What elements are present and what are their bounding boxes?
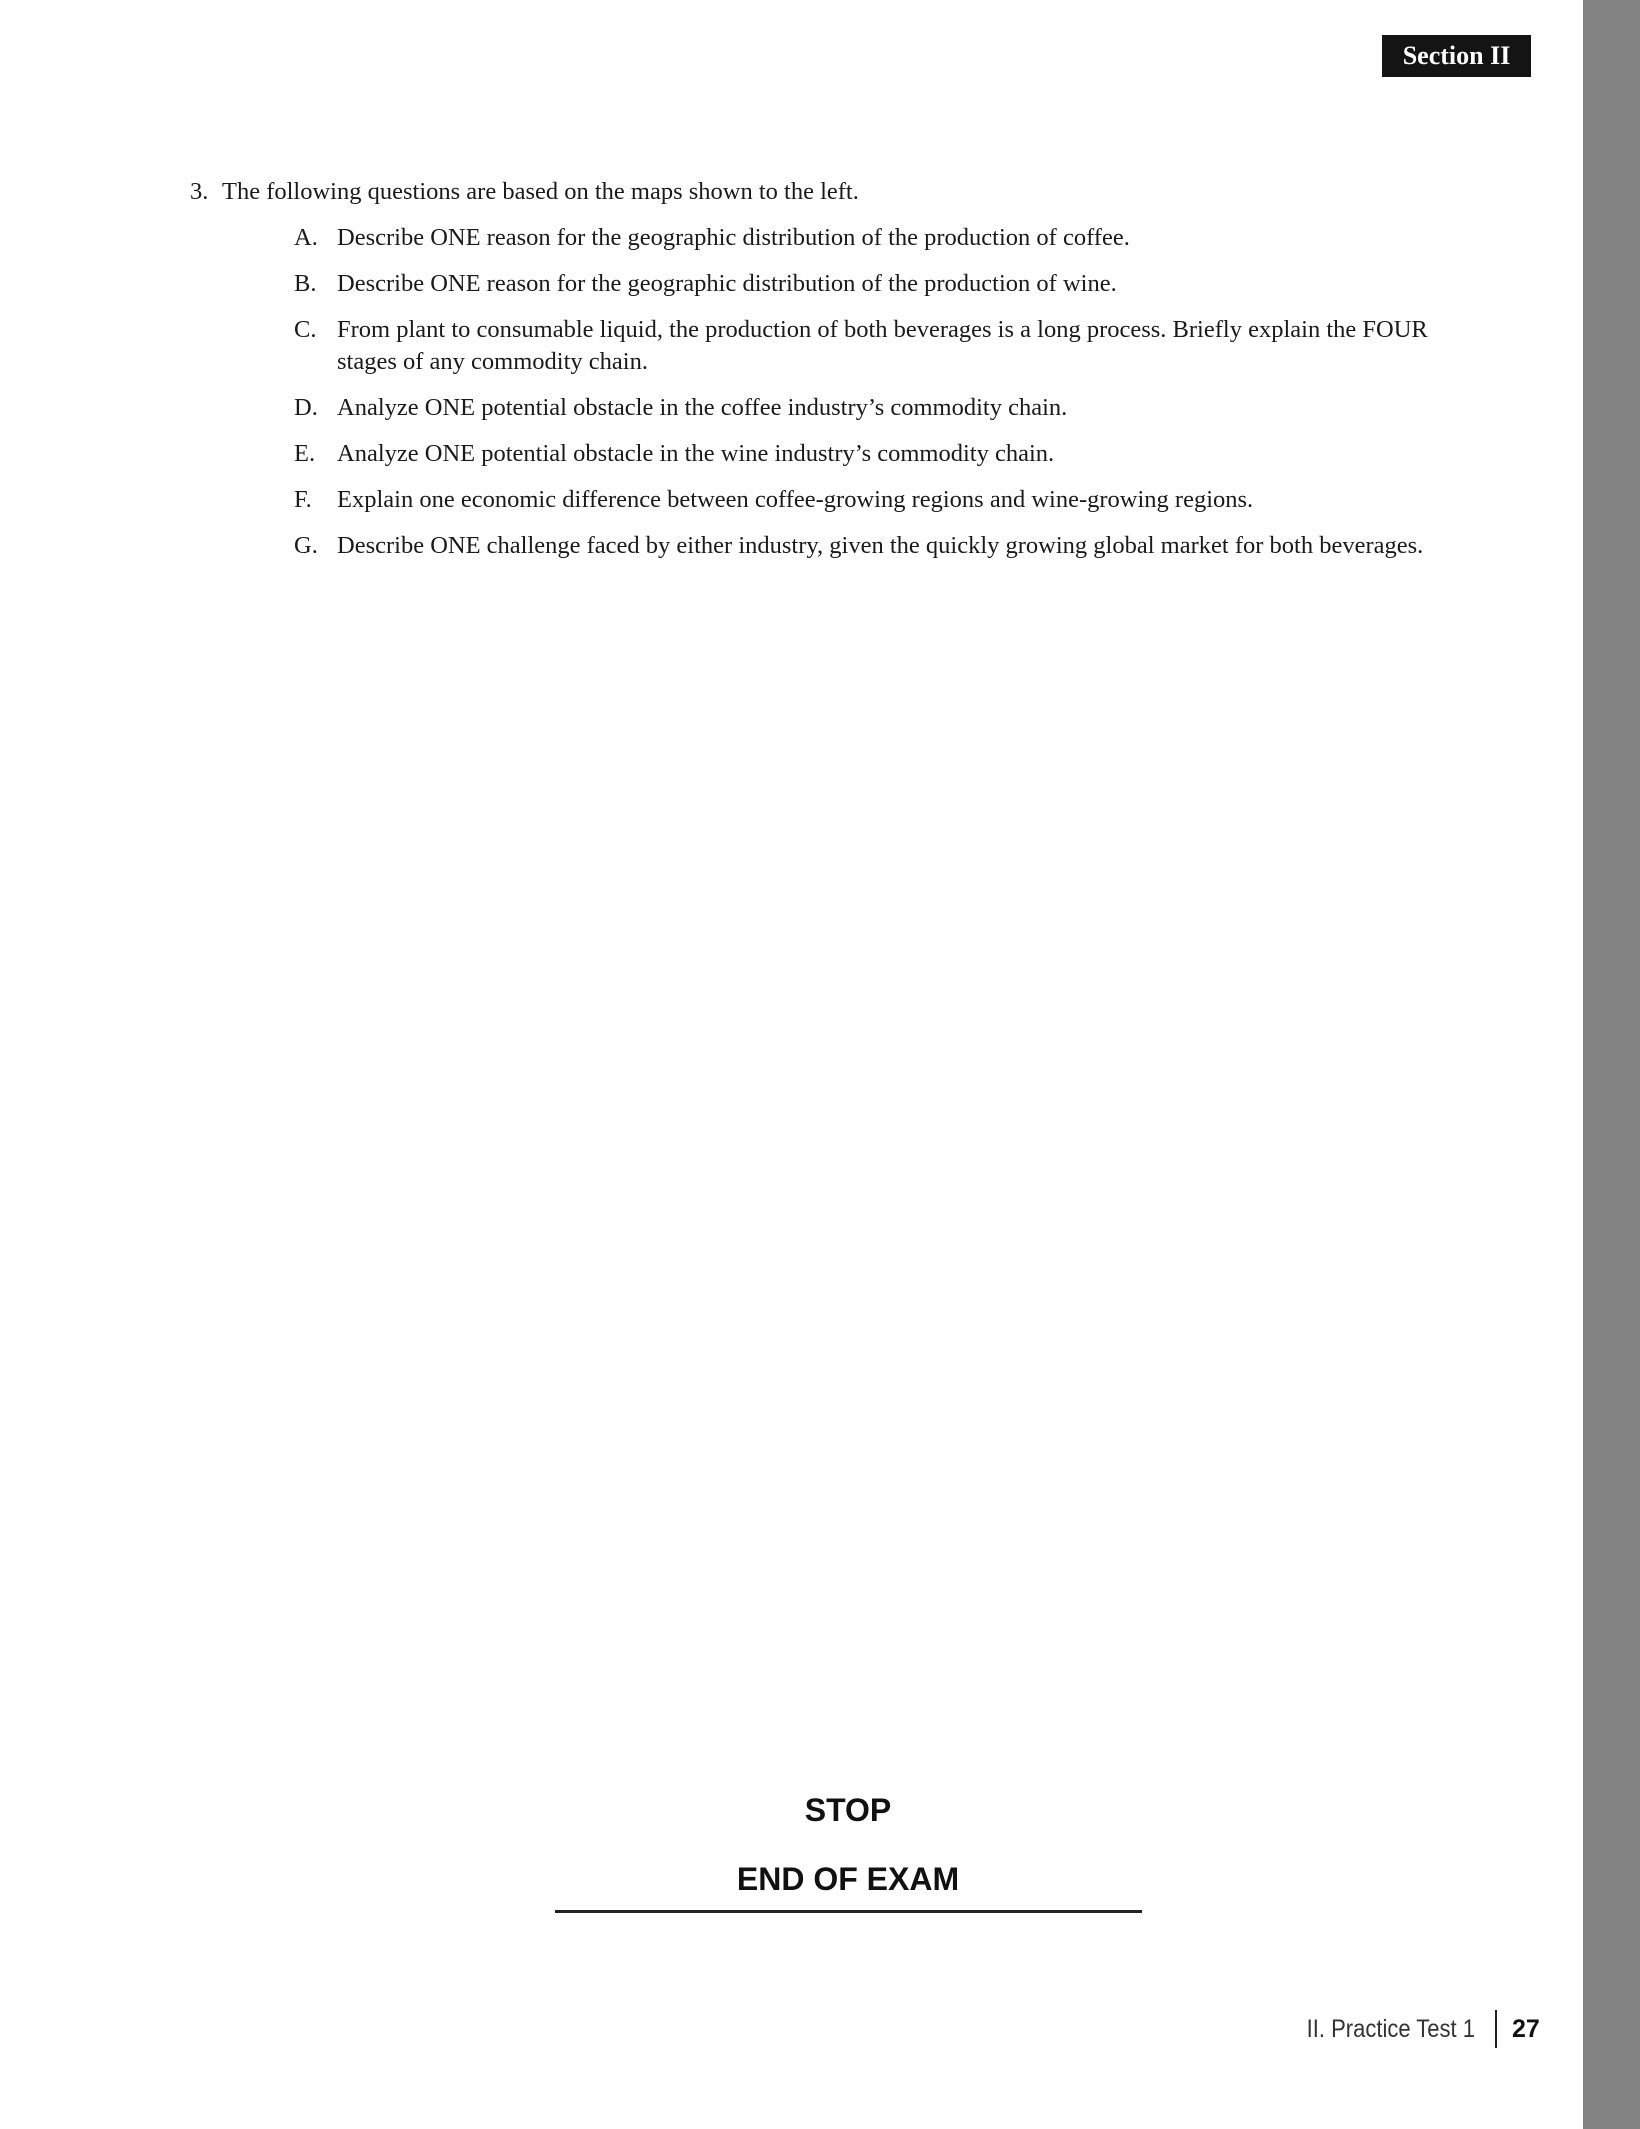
question-part-b bbox=[294, 268, 1510, 300]
end-of-exam-heading: END OF EXAM bbox=[736, 1861, 960, 1897]
footer-label: II. Practice Test 1 bbox=[1306, 2015, 1475, 2043]
question-part-a bbox=[294, 222, 1510, 254]
part-letter: F. bbox=[294, 486, 312, 513]
question-part-f bbox=[294, 484, 1510, 516]
question-part-c bbox=[294, 314, 1510, 378]
part-text: Analyze ONE potential obstacle in the wine industry’s commodity chain. bbox=[337, 440, 1055, 467]
question-number: 3. bbox=[190, 178, 209, 205]
part-letter: C. bbox=[294, 316, 317, 343]
page-edge-bar bbox=[1583, 0, 1640, 2129]
question-part-d bbox=[294, 392, 1510, 424]
part-letter: E. bbox=[294, 440, 316, 467]
part-text: Explain one economic difference between coffee-growing regions and wine-growing regions. bbox=[337, 486, 1254, 513]
page-number: 27 bbox=[1512, 2015, 1540, 2043]
question-stem bbox=[190, 176, 1510, 208]
end-divider-line bbox=[555, 1910, 1142, 1913]
question-part-g bbox=[294, 530, 1510, 562]
part-text: Analyze ONE potential obstacle in the coffee industry’s commodity chain. bbox=[337, 394, 1068, 421]
question-3 bbox=[190, 176, 1510, 576]
part-text: Describe ONE reason for the geographic distribution of the production of wine. bbox=[337, 270, 1117, 297]
question-parts bbox=[294, 222, 1510, 562]
section-badge: Section II bbox=[1382, 35, 1531, 77]
part-letter: G. bbox=[294, 532, 318, 559]
part-letter: A. bbox=[294, 224, 318, 251]
part-letter: D. bbox=[294, 394, 318, 421]
stop-heading: STOP bbox=[804, 1792, 892, 1828]
part-text: From plant to consumable liquid, the production of both beverages is a long process. Briefly explain the FOUR stages of any commodity chain. bbox=[337, 316, 1428, 375]
question-part-e bbox=[294, 438, 1510, 470]
part-letter: B. bbox=[294, 270, 317, 297]
part-text: Describe ONE reason for the geographic distribution of the production of coffee. bbox=[337, 224, 1130, 251]
question-stem-text: The following questions are based on the maps shown to the left. bbox=[222, 178, 859, 205]
footer-divider bbox=[1495, 2010, 1497, 2048]
part-text: Describe ONE challenge faced by either industry, given the quickly growing global market for both beverages. bbox=[337, 532, 1424, 559]
